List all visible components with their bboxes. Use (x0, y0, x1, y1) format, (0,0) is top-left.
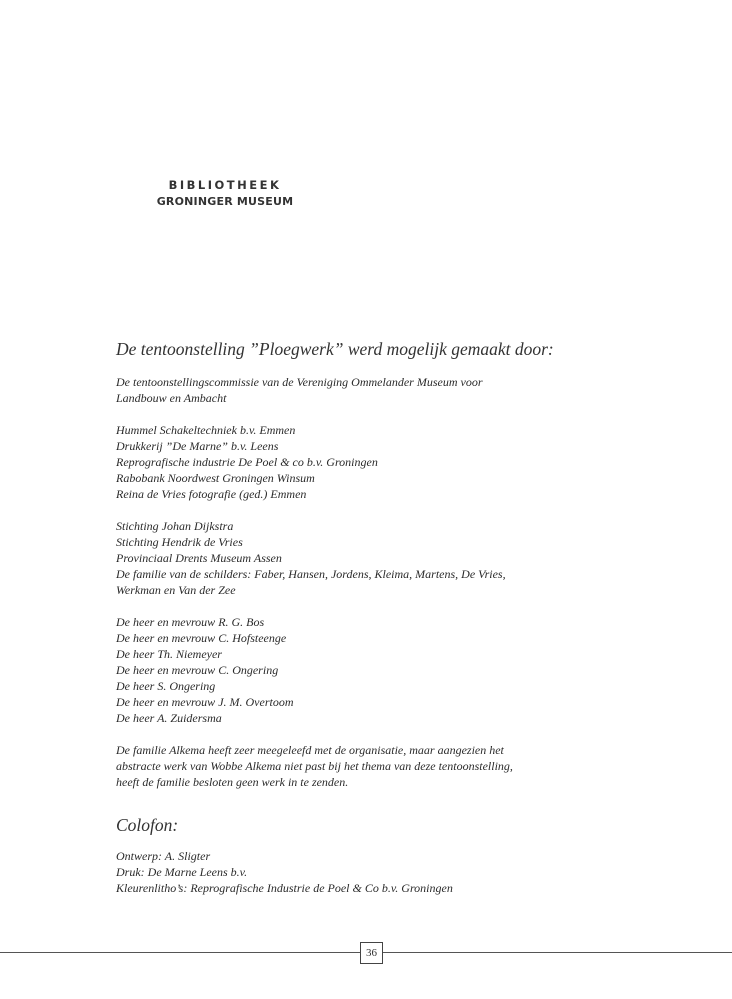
credits-group-lenders (116, 614, 676, 726)
credits-heading: De tentoonstelling ”Ploegwerk” werd mogelijk gemaakt door: (116, 339, 554, 359)
credits-note-alkema (116, 742, 676, 790)
credit-line: De heer S. Ongering (116, 679, 216, 693)
credits-group-commission (116, 374, 676, 406)
credits-content (116, 338, 676, 912)
stamp-line-2: GRONINGER MUSEUM (156, 195, 294, 208)
credit-line: De familie van de schilders: Faber, Hansen, Jordens, Kleima, Martens, De Vries, (116, 567, 506, 581)
credit-line: Hummel Schakeltechniek b.v. Emmen (116, 423, 296, 437)
colofon-line: Kleurenlitho’s: Reprografische Industrie de Poel & Co b.v. Groningen (116, 881, 453, 895)
colofon-heading: Colofon: (116, 815, 179, 835)
colofon-line: Druk: De Marne Leens b.v. (116, 865, 248, 879)
footer-rule-right (383, 952, 732, 953)
credit-line: De heer en mevrouw R. G. Bos (116, 615, 265, 629)
credit-line: Reina de Vries fotografie (ged.) Emmen (116, 487, 307, 501)
footer-rule-left (0, 952, 360, 953)
credits-group-sponsors (116, 422, 676, 502)
credits-group-institutions (116, 518, 676, 598)
colofon-list (116, 848, 676, 896)
credit-line: Drukkerij ”De Marne” b.v. Leens (116, 439, 279, 453)
credit-line: Stichting Hendrik de Vries (116, 535, 243, 549)
credit-line: De heer en mevrouw C. Hofsteenge (116, 631, 287, 645)
stamp-line-1: BIBLIOTHEEK (168, 178, 282, 192)
credit-line: De tentoonstellingscommissie van de Vereniging Ommelander Museum voor (116, 375, 483, 389)
credit-line: Werkman en Van der Zee (116, 583, 236, 597)
credit-line: Reprografische industrie De Poel & co b.v. Groningen (116, 455, 378, 469)
credit-line: Landbouw en Ambacht (116, 391, 227, 405)
library-stamp (150, 176, 300, 210)
colofon-line: Ontwerp: A. Sligter (116, 849, 211, 863)
note-line: heeft de familie besloten geen werk in te zenden. (116, 775, 349, 789)
credit-line: De heer en mevrouw C. Ongering (116, 663, 279, 677)
credit-line: Provinciaal Drents Museum Assen (116, 551, 282, 565)
note-line: abstracte werk van Wobbe Alkema niet past bij het thema van deze tentoonstelling, (116, 759, 513, 773)
credit-line: De heer Th. Niemeyer (116, 647, 222, 661)
page-number: 36 (360, 942, 383, 964)
credit-line: Stichting Johan Dijkstra (116, 519, 234, 533)
credit-line: Rabobank Noordwest Groningen Winsum (116, 471, 315, 485)
credit-line: De heer A. Zuidersma (116, 711, 222, 725)
credit-line: De heer en mevrouw J. M. Overtoom (116, 695, 294, 709)
note-line: De familie Alkema heeft zeer meegeleefd met de organisatie, maar aangezien het (116, 743, 504, 757)
